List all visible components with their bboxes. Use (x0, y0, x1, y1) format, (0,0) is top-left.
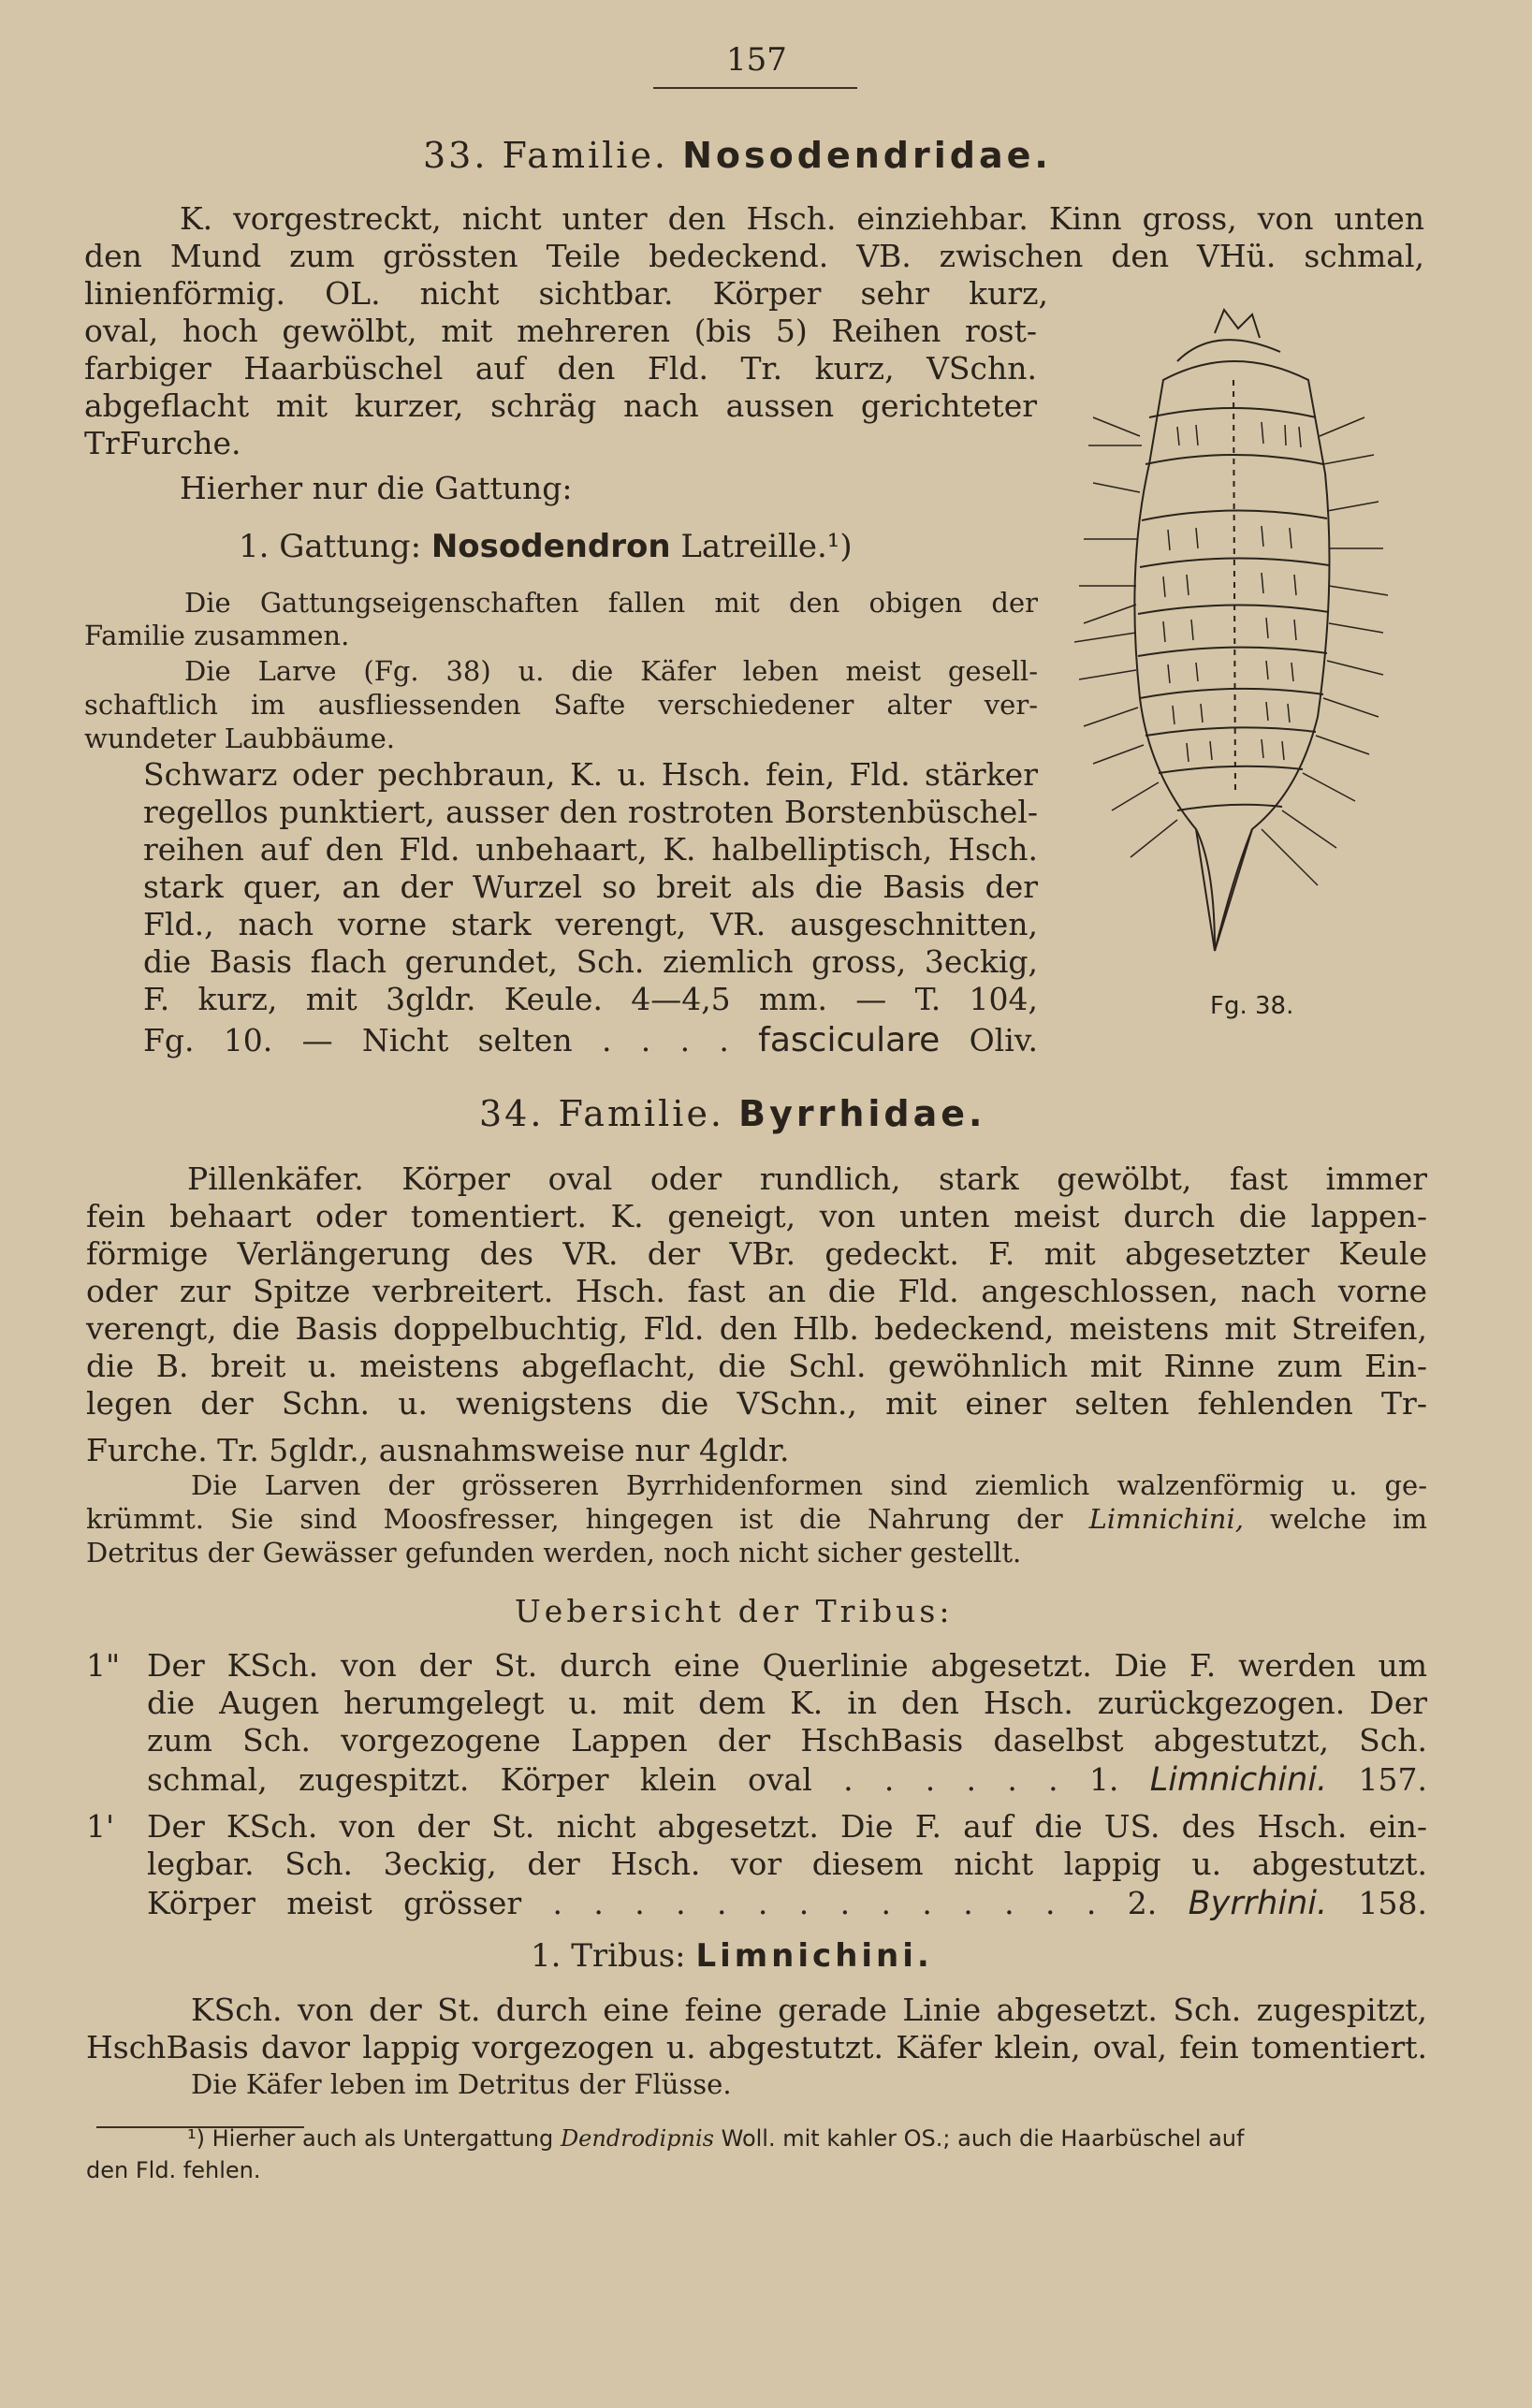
family-34-line: legen der Schn. u. wenigstens die VSchn., mit einer selten fehlenden Tr- (86, 1385, 1427, 1422)
family-34-line: Pillenkäfer. Körper oval oder rundlich, stark gewölbt, fast immer (187, 1160, 1427, 1197)
tribe-heading (531, 1937, 933, 1975)
species-last-line (143, 1022, 1038, 1059)
key-title: Uebersicht der Tribus: (515, 1593, 954, 1629)
larva-line-2-italic: Limnichini, (1088, 1503, 1244, 1535)
footnote-a: ¹) Hierher auch als Untergattung (187, 2125, 554, 2152)
family-34-line: förmige Verlängerung des VR. der VBr. gedeckt. F. mit abgesetzter Keule (86, 1235, 1427, 1272)
key-2-line: legbar. Sch. 3eckig, der Hsch. vor diesem nicht lappig u. abgestutzt. (147, 1846, 1427, 1882)
family-34-name: Byrrhidae. (738, 1093, 986, 1134)
key-1-tribe: Limnichini. (1149, 1761, 1328, 1799)
family-34-line: fein behaart oder tomentiert. K. geneigt, von unten meist durch die lappen- (86, 1198, 1427, 1234)
genus-name: Nosodendron (430, 528, 671, 565)
species-line: stark quer, an der Wurzel so breit als die Basis der (143, 868, 1038, 905)
family-34-line: die B. breit u. meistens abgeflacht, die Schl. gewöhnlich mit Rinne zum Ein- (86, 1348, 1427, 1384)
key-1-line: zum Sch. vorgezogene Lappen der HschBasis daselbst abgestutzt, Sch. (147, 1722, 1427, 1759)
family-33-name: Nosodendridae. (682, 135, 1052, 176)
genus-note-line: Die Gattungseigenschaften fallen mit den obigen der (184, 587, 1038, 619)
tribe-line: KSch. von der St. durch eine feine gerade Linie abgesetzt. Sch. zugespitzt, (191, 1992, 1427, 2028)
species-name: fasciculare (758, 1021, 941, 1059)
genus-number: 1. Gattung: (239, 528, 422, 565)
family-33-heading (423, 137, 1052, 174)
larva-line: Die Larven der grösseren Byrrhidenformen sind ziemlich walzenförmig u. ge- (191, 1469, 1427, 1501)
key-1-line: Der KSch. von der St. durch eine Querlinie abgesetzt. Die F. werden um (147, 1647, 1427, 1684)
larva-line-2 (86, 1503, 1427, 1536)
family-34-line: verengt, die Basis doppelbuchtig, Fld. den Hlb. bedeckend, meistens mit Streifen, (86, 1310, 1427, 1347)
genus-heading (239, 528, 853, 565)
species-line: Fld., nach vorne stark verengt, VR. ausgeschnitten, (143, 906, 1038, 942)
family-34-line: oder zur Spitze verbreitert. Hsch. fast an die Fld. angeschlossen, nach vorne (86, 1273, 1427, 1309)
family-33-line: oval, hoch gewölbt, mit mehreren (bis 5) Reihen rost- (84, 313, 1037, 349)
key-1-last-prefix: schmal, zugespitzt. Körper klein oval . . . . . . 1. (147, 1761, 1119, 1798)
larva-line: Detritus der Gewässer gefunden werden, noch nicht sicher gestellt. (86, 1537, 1022, 1569)
family-34-heading (479, 1095, 985, 1132)
species-line: F. kurz, mit 3gldr. Keule. 4—4,5 mm. — T. 104, (143, 981, 1038, 1017)
species-last-prefix: Fg. 10. — Nicht selten . . . . (143, 1022, 729, 1058)
family-33-number: 33. Familie. (423, 135, 669, 176)
key-1-last-line (147, 1761, 1427, 1799)
footnote-line-2: den Fld. fehlen. (86, 2157, 261, 2183)
genus-note-line: Familie zusammen. (84, 620, 350, 651)
key-1-marker: 1" (86, 1647, 121, 1684)
page-number-rule (653, 87, 857, 89)
larva-line-2-b: welche im (1269, 1503, 1427, 1535)
species-author: Oliv. (969, 1022, 1038, 1058)
family-33-line: K. vorgestreckt, nicht unter den Hsch. einziehbar. Kinn gross, von unten (180, 200, 1424, 237)
family-34-line: Furche. Tr. 5gldr., ausnahmsweise nur 4gldr. (86, 1432, 790, 1468)
species-line: reihen auf den Fld. unbehaart, K. halbelliptisch, Hsch. (143, 831, 1038, 868)
key-1-line: die Augen herumgelegt u. mit dem K. in den Hsch. zurückgezogen. Der (147, 1685, 1427, 1721)
key-2-page: 158. (1358, 1885, 1427, 1921)
family-33-line: den Mund zum grössten Teile bedeckend. VB. zwischen den VHü. schmal, (84, 238, 1424, 274)
tribe-number: 1. Tribus: (531, 1937, 686, 1975)
larva-line-2-a: krümmt. Sie sind Moosfresser, hingegen ist die Nahrung der (86, 1503, 1063, 1535)
species-line: regellos punktiert, ausser den rostroten Borstenbüschel- (143, 794, 1038, 830)
family-33-line: TrFurche. (84, 425, 241, 461)
footnote-b: Woll. mit kahler OS.; auch die Haarbüschel auf (721, 2125, 1245, 2152)
tribe-line: Die Käfer leben im Detritus der Flüsse. (191, 2068, 732, 2100)
family-33-line: abgeflacht mit kurzer, schräg nach aussen gerichteter (84, 387, 1037, 424)
footnote-line-1 (187, 2124, 1244, 2153)
species-line: die Basis flach gerundet, Sch. ziemlich gross, 3eckig, (143, 943, 1038, 980)
footnote-italic: Dendrodipnis (560, 2125, 714, 2152)
key-2-tribe: Byrrhini. (1188, 1885, 1328, 1922)
family-33-line: farbiger Haarbüschel auf den Fld. Tr. kurz, VSchn. (84, 350, 1037, 387)
page-number: 157 (726, 41, 787, 79)
genus-note-line: wundeter Laubbäume. (84, 722, 395, 754)
species-line: Schwarz oder pechbraun, K. u. Hsch. fein, Fld. stärker (143, 756, 1038, 793)
key-2-line: Der KSch. von der St. nicht abgesetzt. Die F. auf die US. des Hsch. ein- (147, 1808, 1427, 1845)
key-2-last-prefix: Körper meist grösser . . . . . . . . . . . . . . 2. (147, 1885, 1158, 1921)
family-33-line: Hierher nur die Gattung: (180, 470, 573, 506)
genus-note-line: schaftlich im ausfliessenden Safte verschiedener alter ver- (84, 689, 1038, 721)
larva-figure (1074, 305, 1393, 988)
family-34-number: 34. Familie. (479, 1093, 725, 1134)
key-2-last-line (147, 1885, 1427, 1922)
genus-note-line: Die Larve (Fg. 38) u. die Käfer leben meist gesell- (184, 655, 1038, 687)
tribe-line: HschBasis davor lappig vorgezogen u. abgestutzt. Käfer klein, oval, fein tomentiert. (86, 2029, 1427, 2065)
key-1-page: 157. (1358, 1761, 1427, 1798)
key-2-marker: 1' (86, 1808, 115, 1845)
family-33-line: linienförmig. OL. nicht sichtbar. Körper sehr kurz, (84, 275, 1048, 312)
tribe-name: Limnichini. (695, 1937, 933, 1975)
genus-author: Latreille.¹) (680, 528, 853, 565)
figure-caption: Fg. 38. (1210, 992, 1294, 1020)
